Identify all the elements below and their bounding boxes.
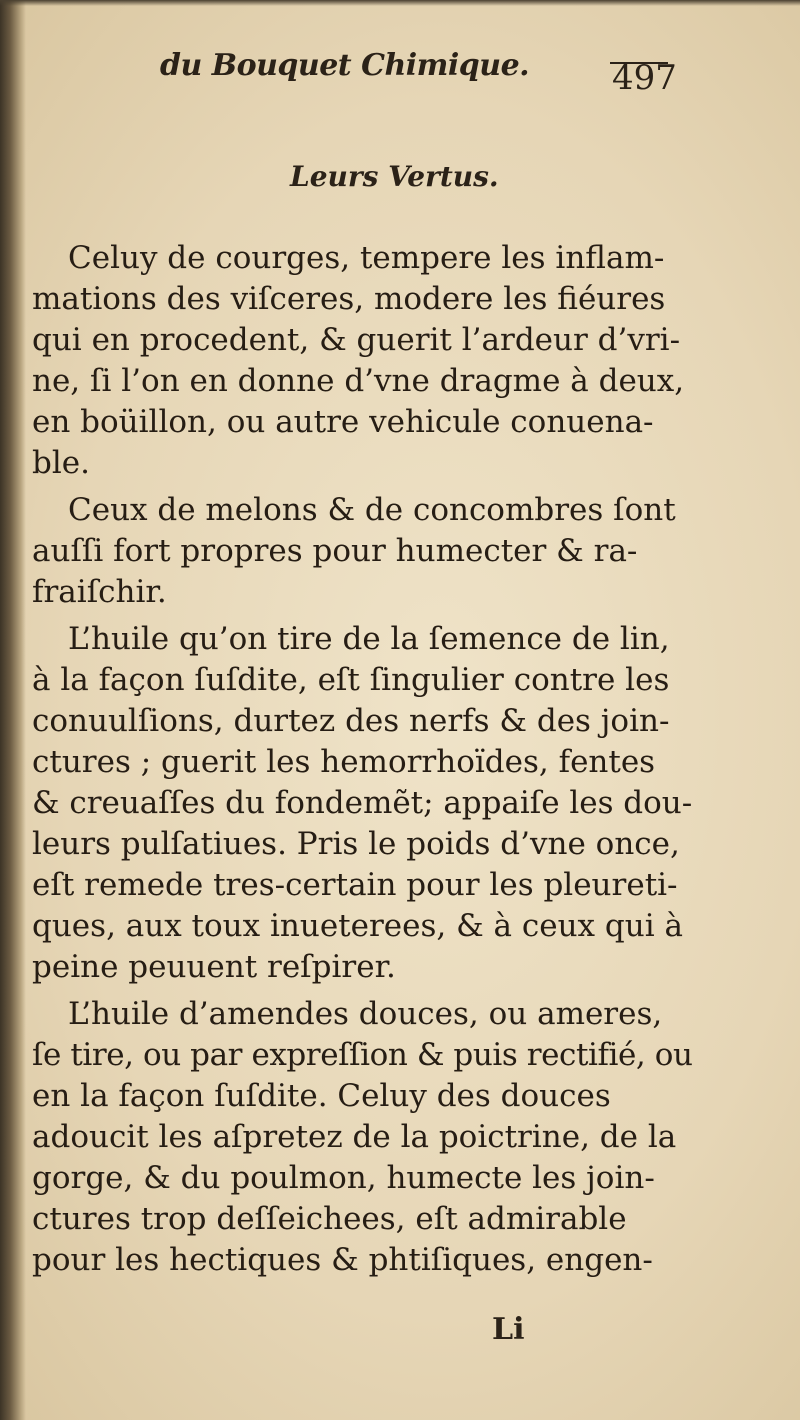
text-line: Celuy de courges, tempere les inflam-: [68, 240, 665, 276]
paragraph: [32, 490, 692, 613]
text-line: ble.: [32, 445, 90, 481]
text-line: ctures trop deſſeichees, eſt admirable: [32, 1201, 627, 1237]
text-line: gorge, & du poulmon, humecte les join-: [32, 1160, 655, 1196]
section-heading: Leurs Vertus.: [290, 160, 499, 193]
running-head: du Bouquet Chimique.: [160, 48, 530, 83]
text-line: adoucit les aſpretez de la poictrine, de la: [32, 1119, 677, 1155]
text-line: à la façon ſuſdite, eſt ſingulier contre les: [32, 662, 670, 698]
text-line: eſt remede tres-certain pour les pleureti-: [32, 867, 678, 903]
paragraph: [32, 238, 692, 484]
text-line: qui en procedent, & guerit l’ardeur d’vri-: [32, 322, 681, 358]
text-line: peine peuuent reſpirer.: [32, 949, 396, 985]
page-number: 497: [612, 58, 677, 98]
body-text: [32, 238, 692, 1281]
text-line: fraiſchir.: [32, 574, 167, 610]
page-top-edge: [0, 0, 800, 6]
text-line: ques, aux toux inueterees, & à ceux qui à: [32, 908, 683, 944]
paragraph: [32, 619, 692, 988]
paragraph: [32, 994, 692, 1281]
text-line: ſe tire, ou par expreſſion & puis rectifié, ou: [32, 1037, 693, 1073]
signature-mark: Li: [492, 1312, 525, 1347]
text-line: mations des viſceres, modere les fiéures: [32, 281, 666, 317]
text-line: & creuaſſes du fondemẽt; appaiſe les dou-: [32, 785, 693, 821]
text-line: ne, ſi l’on en donne d’vne dragme à deux,: [32, 363, 685, 399]
text-line: L’huile d’amendes douces, ou ameres,: [68, 996, 663, 1032]
text-line: auſſi fort propres pour humecter & ra-: [32, 533, 638, 569]
text-line: Ceux de melons & de concombres ſont: [68, 492, 676, 528]
text-line: L’huile qu’on tire de la ſemence de lin,: [68, 621, 670, 657]
text-line: conuulſions, durtez des nerfs & des join-: [32, 703, 670, 739]
text-line: leurs pulſatiues. Pris le poids d’vne once,: [32, 826, 680, 862]
text-line: en la façon ſuſdite. Celuy des douces: [32, 1078, 611, 1114]
page-binding-shadow: [0, 0, 26, 1420]
text-line: pour les hectiques & phtiſiques, engen-: [32, 1242, 653, 1278]
text-line: ctures ; guerit les hemorrhoïdes, fentes: [32, 744, 656, 780]
text-line: en boüillon, ou autre vehicule conuena-: [32, 404, 654, 440]
